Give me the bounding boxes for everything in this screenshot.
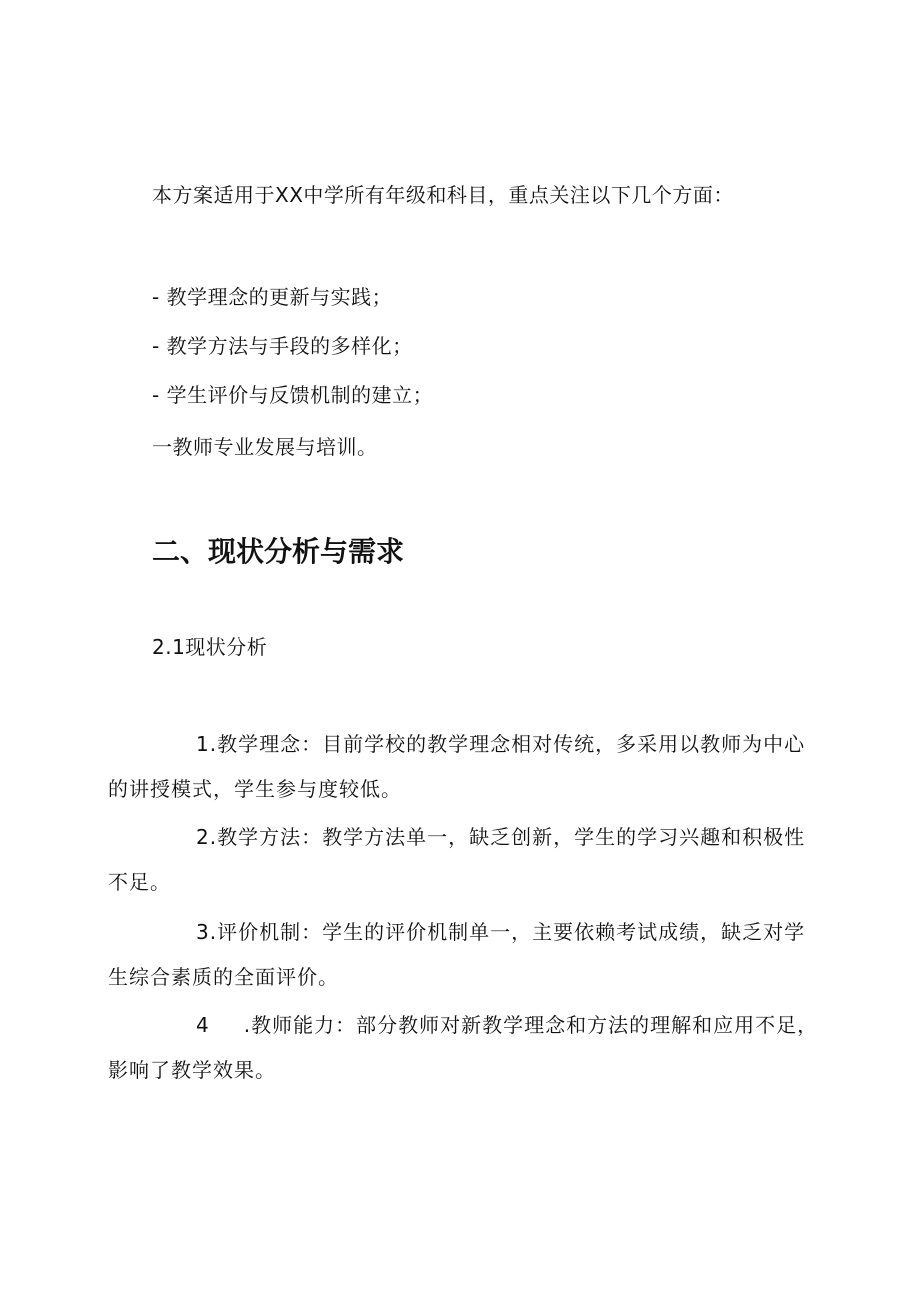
analysis-item — [108, 910, 823, 1000]
analysis-item-text: .教学方法：教学方法单一，缺乏创新，学生的学习兴趣和积极性不足。 — [108, 825, 806, 894]
section-heading: 二、现状分析与需求 — [152, 535, 405, 568]
analysis-item-number: 4 — [196, 1013, 210, 1037]
subsection-heading: 2.1现状分析 — [152, 635, 268, 659]
analysis-item-text: .教学理念：目前学校的教学理念相对传统，多采用以教师为中心的讲授模式，学生参与度较低。 — [108, 732, 806, 801]
intro-paragraph: 本方案适用于XX中学所有年级和科目，重点关注以下几个方面： — [152, 183, 734, 207]
focus-list-item: - 教学方法与手段的多样化； — [152, 334, 413, 358]
focus-list-item: 一教师专业发展与培训。 — [152, 435, 378, 459]
focus-list-item: - 教学理念的更新与实践； — [152, 285, 393, 309]
analysis-item-text: .评价机制：学生的评价机制单一，主要依赖考试成绩，缺乏对学生综合素质的全面评价。 — [108, 920, 806, 989]
analysis-item-number: 3 — [196, 920, 210, 944]
focus-list-item: - 学生评价与反馈机制的建立； — [152, 383, 434, 407]
analysis-item-number: 2 — [196, 825, 210, 849]
analysis-item — [108, 722, 823, 812]
analysis-item — [108, 815, 823, 905]
analysis-item — [108, 1003, 823, 1093]
analysis-item-number: 1 — [196, 732, 210, 756]
analysis-item-text: .教师能力：部分教师对新教学理念和方法的理解和应用不足，影响了教学效果。 — [108, 1013, 819, 1082]
